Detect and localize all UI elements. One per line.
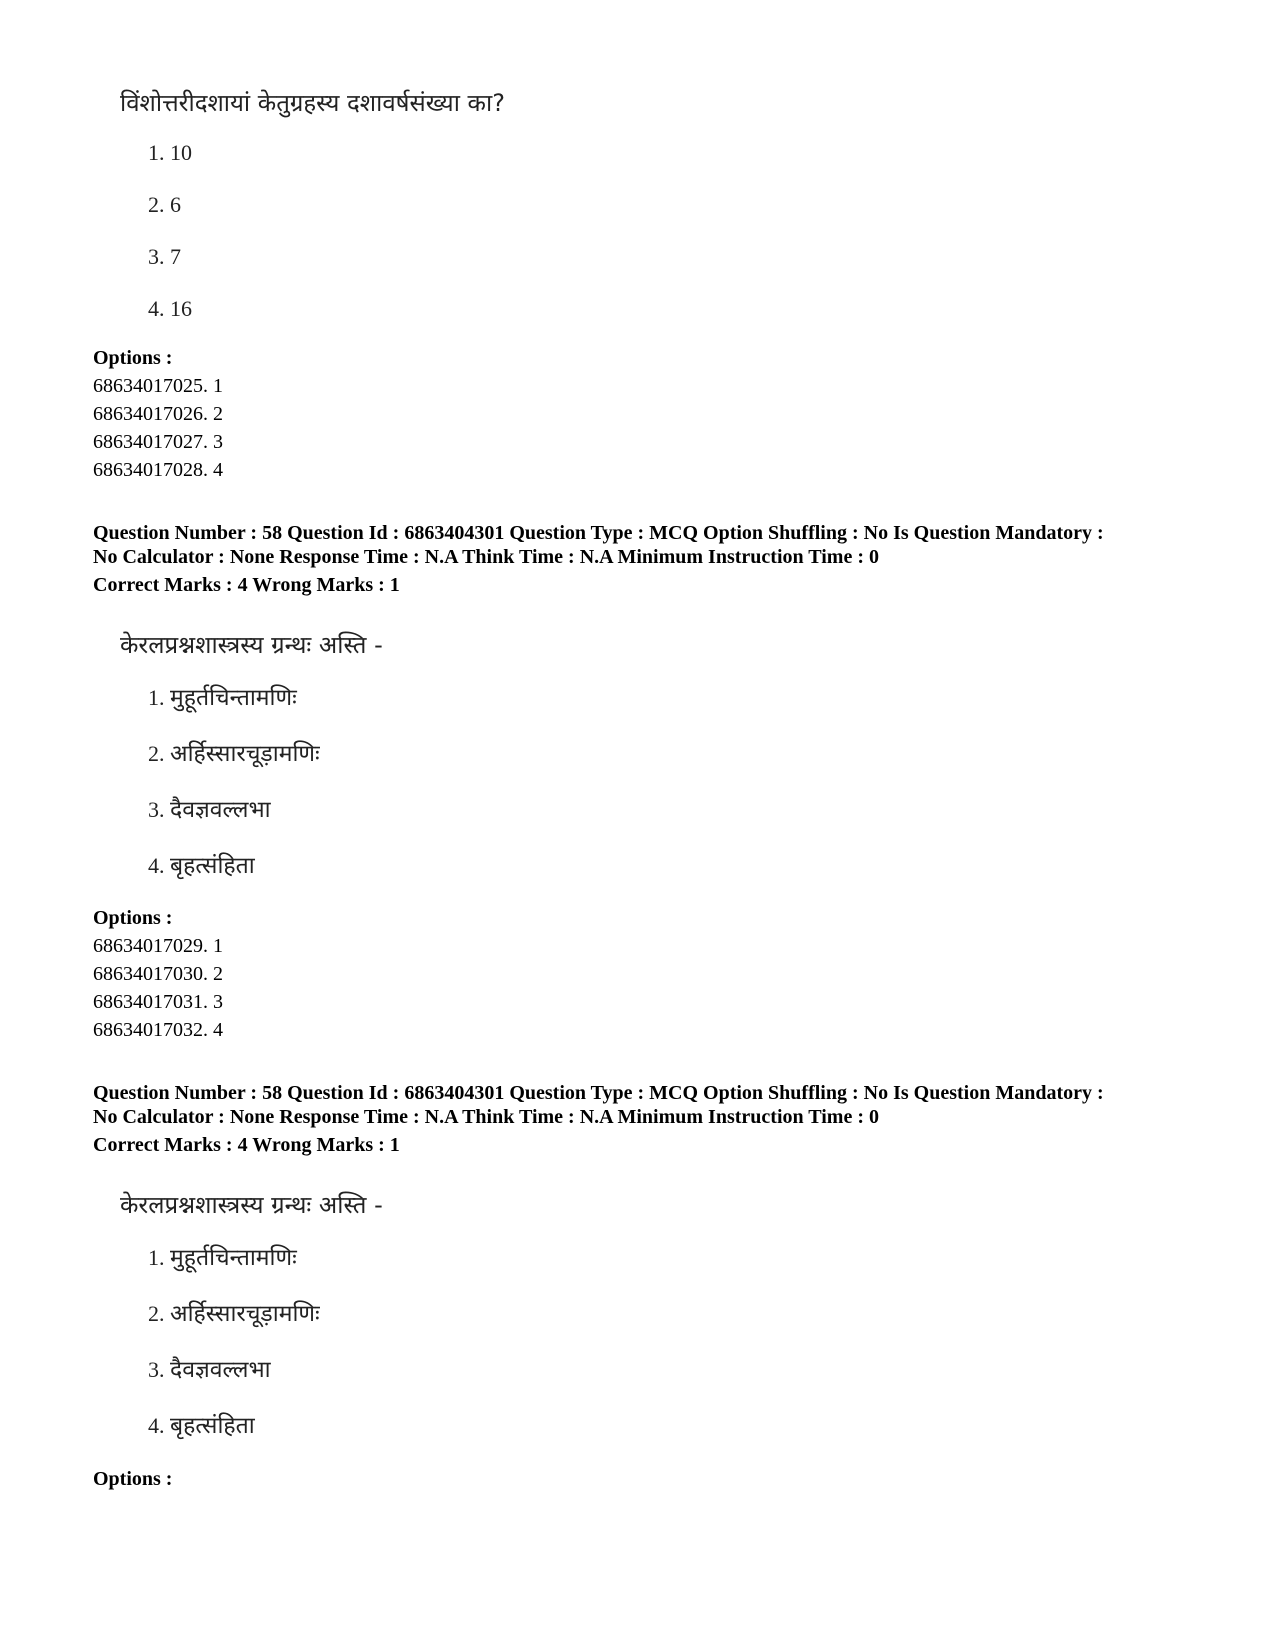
marks-line: Correct Marks : 4 Wrong Marks : 1 bbox=[93, 574, 400, 596]
question-text: केरलप्रश्नशास्त्रस्य ग्रन्थः अस्ति - bbox=[120, 1191, 383, 1219]
choice-number: 1. bbox=[148, 1245, 165, 1270]
answer-choice bbox=[148, 242, 181, 272]
options-heading: Options : bbox=[93, 1468, 173, 1490]
option-id-row: 68634017031. 3 bbox=[93, 991, 223, 1013]
option-id-row: 68634017029. 1 bbox=[93, 935, 223, 957]
question-text: केरलप्रश्नशास्त्रस्य ग्रन्थः अस्ति - bbox=[120, 631, 383, 659]
choice-text: दैवज्ञवल्लभा bbox=[170, 1357, 271, 1383]
choice-number: 4. bbox=[148, 1413, 165, 1438]
answer-choice bbox=[148, 1355, 271, 1385]
choice-text: 6 bbox=[170, 192, 181, 217]
answer-choice bbox=[148, 294, 192, 324]
choice-number: 2. bbox=[148, 192, 165, 217]
question-meta-line: Question Number : 58 Question Id : 6863404301 Question Type : MCQ Option Shuffling : No Is Question Mandatory : bbox=[93, 1082, 1104, 1104]
choice-text: 10 bbox=[170, 140, 192, 165]
marks-line: Correct Marks : 4 Wrong Marks : 1 bbox=[93, 1134, 400, 1156]
choice-number: 1. bbox=[148, 685, 165, 710]
answer-choice bbox=[148, 795, 271, 825]
option-id-row: 68634017030. 2 bbox=[93, 963, 223, 985]
question-meta-line: Question Number : 58 Question Id : 6863404301 Question Type : MCQ Option Shuffling : No Is Question Mandatory : bbox=[93, 522, 1104, 544]
answer-choice bbox=[148, 138, 192, 168]
answer-choice bbox=[148, 1243, 297, 1273]
choice-number: 4. bbox=[148, 853, 165, 878]
choice-text: 16 bbox=[170, 296, 192, 321]
choice-text: अर्हिस्सारचूड़ामणिः bbox=[170, 1301, 320, 1327]
choice-number: 3. bbox=[148, 244, 165, 269]
options-heading: Options : bbox=[93, 347, 173, 369]
choice-number: 2. bbox=[148, 1301, 165, 1326]
choice-number: 4. bbox=[148, 296, 165, 321]
question-text: विंशोत्तरीदशायां केतुग्रहस्य दशावर्षसंख्या का? bbox=[120, 89, 505, 117]
answer-choice bbox=[148, 1299, 320, 1329]
option-id-row: 68634017027. 3 bbox=[93, 431, 223, 453]
options-heading: Options : bbox=[93, 907, 173, 929]
answer-choice bbox=[148, 1411, 255, 1441]
option-id-row: 68634017026. 2 bbox=[93, 403, 223, 425]
option-id-row: 68634017028. 4 bbox=[93, 459, 223, 481]
choice-text: बृहत्संहिता bbox=[170, 1413, 255, 1439]
choice-number: 2. bbox=[148, 741, 165, 766]
option-id-row: 68634017025. 1 bbox=[93, 375, 223, 397]
choice-text: मुहूर्तचिन्तामणिः bbox=[170, 1245, 297, 1271]
answer-choice bbox=[148, 851, 255, 881]
choice-number: 3. bbox=[148, 797, 165, 822]
choice-number: 3. bbox=[148, 1357, 165, 1382]
choice-text: अर्हिस्सारचूड़ामणिः bbox=[170, 741, 320, 767]
option-id-row: 68634017032. 4 bbox=[93, 1019, 223, 1041]
choice-text: दैवज्ञवल्लभा bbox=[170, 797, 271, 823]
question-meta-line: No Calculator : None Response Time : N.A Think Time : N.A Minimum Instruction Time : 0 bbox=[93, 1106, 879, 1128]
answer-choice bbox=[148, 683, 297, 713]
choice-text: 7 bbox=[170, 244, 181, 269]
choice-text: बृहत्संहिता bbox=[170, 853, 255, 879]
question-meta-line: No Calculator : None Response Time : N.A Think Time : N.A Minimum Instruction Time : 0 bbox=[93, 546, 879, 568]
choice-text: मुहूर्तचिन्तामणिः bbox=[170, 685, 297, 711]
choice-number: 1. bbox=[148, 140, 165, 165]
answer-choice bbox=[148, 739, 320, 769]
answer-choice bbox=[148, 190, 181, 220]
